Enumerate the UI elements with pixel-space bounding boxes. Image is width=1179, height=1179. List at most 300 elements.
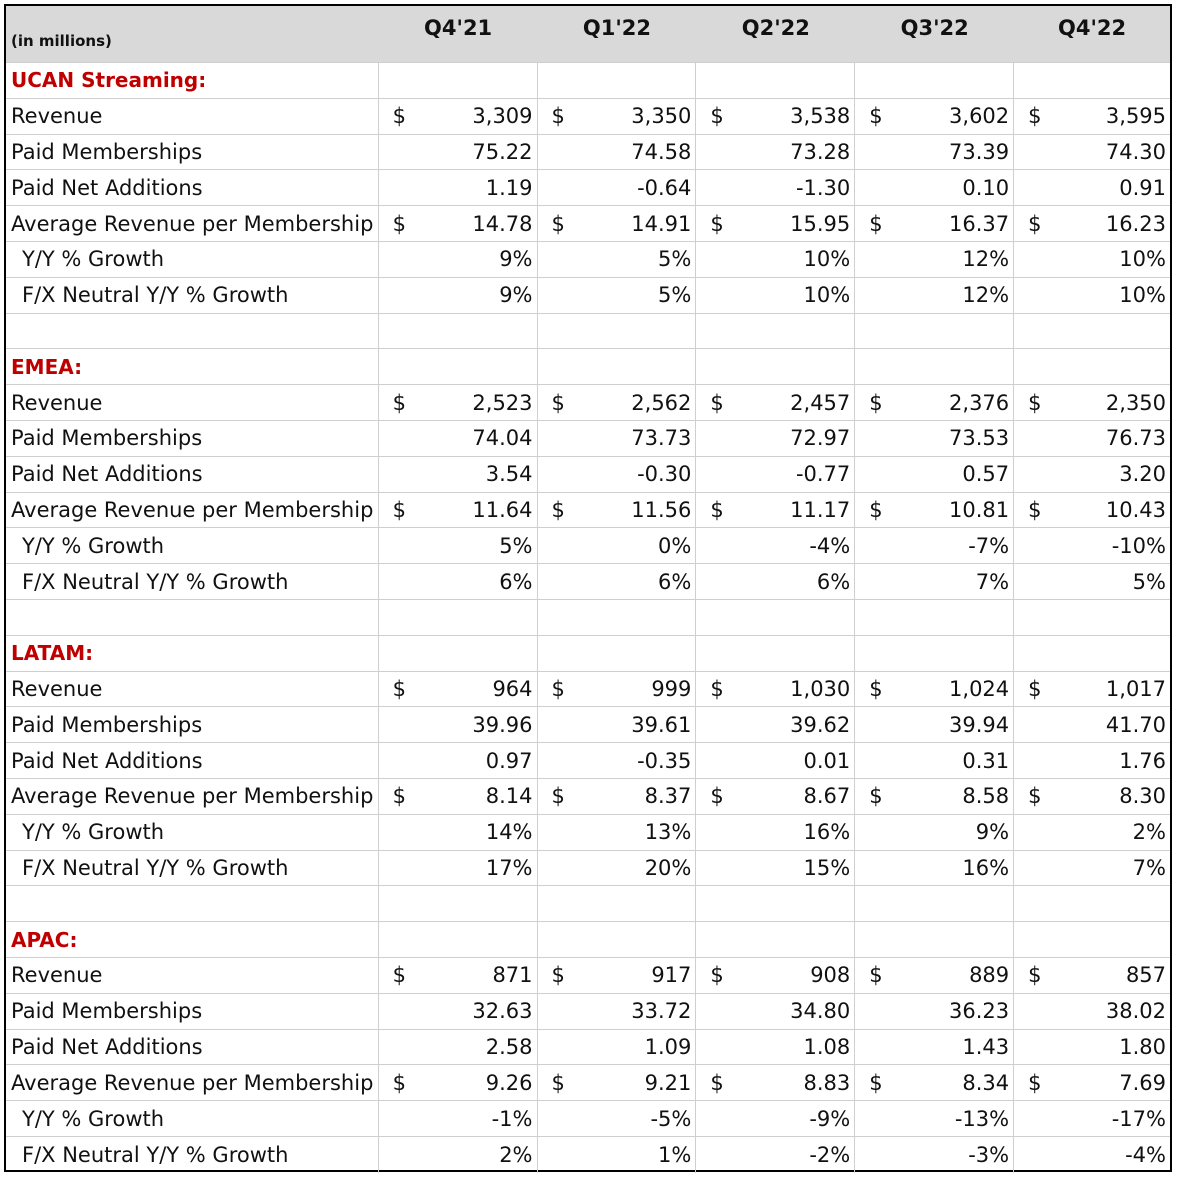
value: 17% <box>485 855 533 880</box>
value-cell <box>696 994 855 1029</box>
value-cell <box>538 851 697 886</box>
value: 10% <box>1119 247 1166 272</box>
value: 20% <box>644 855 692 880</box>
row-label: F/X Neutral Y/Y % Growth <box>6 564 379 599</box>
table-row <box>6 242 1170 278</box>
section-title: EMEA: <box>6 349 379 384</box>
value: 1.08 <box>803 1034 851 1059</box>
row-label: F/X Neutral Y/Y % Growth <box>6 1137 379 1173</box>
value: 73.28 <box>790 139 851 164</box>
value-cell <box>696 851 855 886</box>
value: -4% <box>1125 1142 1166 1167</box>
value: -9% <box>809 1106 851 1131</box>
value-cell <box>379 779 538 814</box>
value-cell <box>855 1137 1014 1173</box>
currency-symbol: $ <box>392 497 407 522</box>
value-cell <box>696 1137 855 1173</box>
spacer-row <box>6 600 1170 636</box>
currency-symbol: $ <box>869 784 883 809</box>
currency-symbol: $ <box>392 1070 407 1095</box>
empty-cell <box>538 886 697 921</box>
value-cell <box>1014 385 1170 420</box>
value-cell <box>538 564 697 599</box>
empty-cell <box>538 314 697 349</box>
table-row <box>6 99 1170 135</box>
currency-symbol: $ <box>710 784 724 809</box>
value: 74.30 <box>1105 139 1167 164</box>
value-cell <box>855 815 1014 850</box>
value-cell <box>379 1101 538 1136</box>
value: 0.97 <box>485 748 533 773</box>
value: 3,538 <box>790 104 851 129</box>
value-cell <box>1014 278 1170 313</box>
empty-cell <box>1014 349 1170 384</box>
value: 6% <box>816 569 851 594</box>
value-cell <box>538 994 697 1029</box>
value-cell <box>1014 242 1170 277</box>
value: 3,309 <box>472 104 533 129</box>
value: 964 <box>492 676 533 701</box>
value-cell <box>379 278 538 313</box>
value-cell <box>696 1101 855 1136</box>
table-row <box>6 1065 1170 1101</box>
currency-symbol: $ <box>1028 211 1042 236</box>
table-row <box>6 815 1170 851</box>
empty-cell <box>6 314 379 349</box>
value-cell <box>855 206 1014 241</box>
value-cell <box>696 206 855 241</box>
table-row <box>6 457 1170 493</box>
currency-symbol: $ <box>710 104 724 129</box>
empty-cell <box>6 886 379 921</box>
section-title-row <box>6 349 1170 385</box>
value-cell <box>1014 707 1170 742</box>
value-cell <box>855 994 1014 1029</box>
header-row <box>6 6 1170 63</box>
value: 74.04 <box>472 426 533 451</box>
value: 2,350 <box>1105 390 1167 415</box>
value: 32.63 <box>472 999 533 1024</box>
currency-symbol: $ <box>551 211 565 236</box>
value-cell <box>538 528 697 563</box>
value-cell <box>379 994 538 1029</box>
spacer-row <box>6 314 1170 350</box>
value: 14% <box>485 820 533 845</box>
units-label: (in millions) <box>11 32 112 50</box>
value: 13% <box>644 820 692 845</box>
value-cell <box>1014 1065 1170 1100</box>
value-cell <box>379 493 538 528</box>
value: 10.81 <box>949 497 1010 522</box>
value: 2% <box>1132 820 1166 845</box>
value: 39.94 <box>949 712 1010 737</box>
table-row <box>6 206 1170 242</box>
value: -1% <box>491 1106 533 1131</box>
empty-cell <box>1014 314 1170 349</box>
row-label: Paid Memberships <box>6 994 379 1029</box>
currency-symbol: $ <box>551 784 565 809</box>
table-row <box>6 779 1170 815</box>
value-cell <box>379 958 538 993</box>
value-cell <box>379 528 538 563</box>
value: -0.35 <box>637 748 692 773</box>
value-cell <box>1014 99 1170 134</box>
value-cell <box>696 457 855 492</box>
row-label: Paid Net Additions <box>6 1030 379 1065</box>
currency-symbol: $ <box>710 497 724 522</box>
value: 36.23 <box>949 999 1010 1024</box>
value: 9% <box>975 820 1010 845</box>
empty-cell <box>538 922 697 957</box>
value-cell <box>538 135 697 170</box>
empty-cell <box>696 922 855 957</box>
value-cell <box>696 421 855 456</box>
value-cell <box>855 958 1014 993</box>
value: 39.61 <box>631 712 692 737</box>
empty-cell <box>379 349 538 384</box>
table-row <box>6 170 1170 206</box>
currency-symbol: $ <box>551 1070 565 1095</box>
value: 73.53 <box>949 426 1010 451</box>
value: 39.62 <box>790 712 851 737</box>
value: 8.30 <box>1119 784 1167 809</box>
value: 2,562 <box>631 390 692 415</box>
value-cell <box>538 206 697 241</box>
row-label: Revenue <box>6 385 379 420</box>
currency-symbol: $ <box>869 211 883 236</box>
value-cell <box>1014 421 1170 456</box>
value: 15.95 <box>790 211 851 236</box>
value: 41.70 <box>1105 712 1167 737</box>
value: 3,602 <box>949 104 1010 129</box>
value-cell <box>1014 743 1170 778</box>
row-label: Y/Y % Growth <box>6 815 379 850</box>
currency-symbol: $ <box>1028 963 1042 988</box>
value-cell <box>538 1030 697 1065</box>
value: -5% <box>650 1106 692 1131</box>
value: 3.54 <box>485 462 533 487</box>
currency-symbol: $ <box>710 963 724 988</box>
value: -13% <box>954 1106 1010 1131</box>
section-title: UCAN Streaming: <box>6 63 379 98</box>
value-cell <box>538 278 697 313</box>
spacer-row <box>6 886 1170 922</box>
empty-cell <box>1014 636 1170 671</box>
currency-symbol: $ <box>710 390 724 415</box>
currency-symbol: $ <box>710 676 724 701</box>
currency-symbol: $ <box>392 104 407 129</box>
row-label: F/X Neutral Y/Y % Growth <box>6 278 379 313</box>
value: 15% <box>803 855 851 880</box>
value: -1.30 <box>795 175 851 200</box>
table-row <box>6 528 1170 564</box>
value-cell <box>538 815 697 850</box>
value-cell <box>855 170 1014 205</box>
value: 10% <box>803 283 851 308</box>
value: -10% <box>1111 533 1166 558</box>
empty-cell <box>379 886 538 921</box>
value-cell <box>538 1101 697 1136</box>
value-cell <box>696 958 855 993</box>
value: 12% <box>962 247 1010 272</box>
value: 9% <box>499 247 533 272</box>
value-cell <box>696 672 855 707</box>
row-label: Average Revenue per Membership <box>6 206 379 241</box>
value: 7% <box>1132 855 1166 880</box>
value-cell <box>855 278 1014 313</box>
value: 34.80 <box>790 999 851 1024</box>
currency-symbol: $ <box>710 211 724 236</box>
currency-symbol: $ <box>392 676 407 701</box>
value: 8.34 <box>962 1070 1010 1095</box>
value: 1.80 <box>1119 1034 1167 1059</box>
value-cell <box>538 779 697 814</box>
value-cell <box>855 743 1014 778</box>
value-cell <box>538 493 697 528</box>
section-title-row <box>6 63 1170 99</box>
value: 9.21 <box>644 1070 692 1095</box>
value: 5% <box>1132 569 1166 594</box>
currency-symbol: $ <box>869 676 883 701</box>
empty-cell <box>538 600 697 635</box>
value-cell <box>696 528 855 563</box>
value: 0.01 <box>803 748 851 773</box>
quarter-header: Q2'22 <box>741 16 810 40</box>
value-cell <box>1014 206 1170 241</box>
value: 1.43 <box>962 1034 1010 1059</box>
empty-cell <box>538 349 697 384</box>
value-cell <box>1014 1030 1170 1065</box>
empty-cell <box>855 886 1014 921</box>
currency-symbol: $ <box>551 963 565 988</box>
table-row <box>6 385 1170 421</box>
row-label: Y/Y % Growth <box>6 1101 379 1136</box>
empty-cell <box>855 63 1014 98</box>
value-cell <box>379 1030 538 1065</box>
row-label: Average Revenue per Membership <box>6 779 379 814</box>
value-cell <box>1014 493 1170 528</box>
table-row <box>6 672 1170 708</box>
value-cell <box>1014 994 1170 1029</box>
empty-cell <box>379 636 538 671</box>
value-cell <box>1014 457 1170 492</box>
empty-cell <box>538 636 697 671</box>
value-cell <box>696 242 855 277</box>
empty-cell <box>855 922 1014 957</box>
row-label: Revenue <box>6 672 379 707</box>
table-row <box>6 743 1170 779</box>
empty-cell <box>696 636 855 671</box>
row-label: Paid Net Additions <box>6 743 379 778</box>
row-label: F/X Neutral Y/Y % Growth <box>6 851 379 886</box>
value-cell <box>538 170 697 205</box>
empty-cell <box>379 63 538 98</box>
currency-symbol: $ <box>1028 104 1042 129</box>
value: 39.96 <box>472 712 533 737</box>
currency-symbol: $ <box>392 784 407 809</box>
value: 14.78 <box>472 211 533 236</box>
value-cell <box>1014 564 1170 599</box>
currency-symbol: $ <box>392 211 407 236</box>
value-cell <box>1014 958 1170 993</box>
value-cell <box>379 206 538 241</box>
value-cell <box>379 851 538 886</box>
value: 76.73 <box>1105 426 1167 451</box>
quarter-header: Q4'22 <box>1057 16 1127 40</box>
value-cell <box>1014 170 1170 205</box>
value: 908 <box>810 963 851 988</box>
value: 11.56 <box>631 497 692 522</box>
empty-cell <box>696 349 855 384</box>
value-cell <box>538 385 697 420</box>
table-body <box>6 63 1170 1173</box>
value: 0.91 <box>1119 175 1167 200</box>
value: -2% <box>809 1142 851 1167</box>
value-cell <box>855 1101 1014 1136</box>
value: 0% <box>658 533 692 558</box>
value-cell <box>379 564 538 599</box>
value: 5% <box>658 247 692 272</box>
empty-cell <box>696 314 855 349</box>
table-row <box>6 1030 1170 1066</box>
value-cell <box>855 528 1014 563</box>
value: 0.10 <box>962 175 1010 200</box>
currency-symbol: $ <box>1028 390 1042 415</box>
value-cell <box>855 135 1014 170</box>
value-cell <box>1014 135 1170 170</box>
value: 74.58 <box>631 139 692 164</box>
value-cell <box>379 421 538 456</box>
value: 8.37 <box>644 784 692 809</box>
value-cell <box>538 1137 697 1173</box>
value-cell <box>696 815 855 850</box>
value-cell <box>538 99 697 134</box>
table-row <box>6 421 1170 457</box>
value-cell <box>538 743 697 778</box>
value-cell <box>696 135 855 170</box>
value-cell <box>696 564 855 599</box>
value: -0.77 <box>795 462 851 487</box>
table-row <box>6 493 1170 529</box>
value-cell <box>379 1137 538 1173</box>
value: 889 <box>969 963 1010 988</box>
currency-symbol: $ <box>1028 676 1042 701</box>
row-label: Revenue <box>6 99 379 134</box>
value-cell <box>1014 672 1170 707</box>
table-row <box>6 564 1170 600</box>
value: 33.72 <box>631 999 692 1024</box>
value-cell <box>379 672 538 707</box>
empty-cell <box>379 922 538 957</box>
currency-symbol: $ <box>1028 1070 1042 1095</box>
currency-symbol: $ <box>1028 784 1042 809</box>
empty-cell <box>1014 600 1170 635</box>
value-cell <box>538 672 697 707</box>
value: 3,595 <box>1105 104 1167 129</box>
value: 16.23 <box>1105 211 1167 236</box>
value: -3% <box>968 1142 1010 1167</box>
value-cell <box>855 1030 1014 1065</box>
value: 0.31 <box>962 748 1010 773</box>
value: 16.37 <box>949 211 1010 236</box>
value: -0.64 <box>637 175 692 200</box>
value-cell <box>855 707 1014 742</box>
row-label: Paid Memberships <box>6 707 379 742</box>
value: 7% <box>975 569 1010 594</box>
row-label: Average Revenue per Membership <box>6 493 379 528</box>
section-title: APAC: <box>6 922 379 957</box>
value-cell <box>379 815 538 850</box>
value-cell <box>379 99 538 134</box>
value: -7% <box>968 533 1010 558</box>
table-row <box>6 707 1170 743</box>
value: 73.39 <box>949 139 1010 164</box>
empty-cell <box>696 600 855 635</box>
value-cell <box>696 493 855 528</box>
empty-cell <box>855 636 1014 671</box>
value: 7.69 <box>1119 1070 1167 1095</box>
value-cell <box>855 457 1014 492</box>
value-cell <box>1014 779 1170 814</box>
value: 75.22 <box>472 139 533 164</box>
value: 8.83 <box>803 1070 851 1095</box>
value-cell <box>855 1065 1014 1100</box>
value: 1,024 <box>949 676 1010 701</box>
value-cell <box>855 564 1014 599</box>
value-cell <box>379 457 538 492</box>
row-label: Revenue <box>6 958 379 993</box>
value: 12% <box>962 283 1010 308</box>
value: 3,350 <box>631 104 692 129</box>
value: 73.73 <box>631 426 692 451</box>
value-cell <box>696 707 855 742</box>
value: 8.58 <box>962 784 1010 809</box>
value-cell <box>379 170 538 205</box>
value: 999 <box>651 676 692 701</box>
value-cell <box>855 385 1014 420</box>
empty-cell <box>1014 63 1170 98</box>
table-row <box>6 958 1170 994</box>
value: 1.09 <box>644 1034 692 1059</box>
currency-symbol: $ <box>392 963 407 988</box>
currency-symbol: $ <box>551 676 565 701</box>
value: 871 <box>492 963 533 988</box>
value: -0.30 <box>637 462 692 487</box>
value: -4% <box>809 533 851 558</box>
value-cell <box>696 779 855 814</box>
value-cell <box>855 421 1014 456</box>
value: 72.97 <box>790 426 851 451</box>
value: 6% <box>658 569 692 594</box>
value: 1.76 <box>1119 748 1167 773</box>
empty-cell <box>379 314 538 349</box>
quarter-header: Q4'21 <box>424 16 493 40</box>
empty-cell <box>6 600 379 635</box>
row-label: Paid Net Additions <box>6 457 379 492</box>
row-label: Average Revenue per Membership <box>6 1065 379 1100</box>
table-row <box>6 1137 1170 1173</box>
value: 10% <box>1119 283 1166 308</box>
section-title-row <box>6 922 1170 958</box>
empty-cell <box>538 63 697 98</box>
value: 857 <box>1125 963 1167 988</box>
value: 5% <box>499 533 533 558</box>
value-cell <box>696 278 855 313</box>
quarter-header: Q3'22 <box>900 16 969 40</box>
value: 11.64 <box>472 497 533 522</box>
value-cell <box>538 1065 697 1100</box>
row-label: Paid Memberships <box>6 421 379 456</box>
